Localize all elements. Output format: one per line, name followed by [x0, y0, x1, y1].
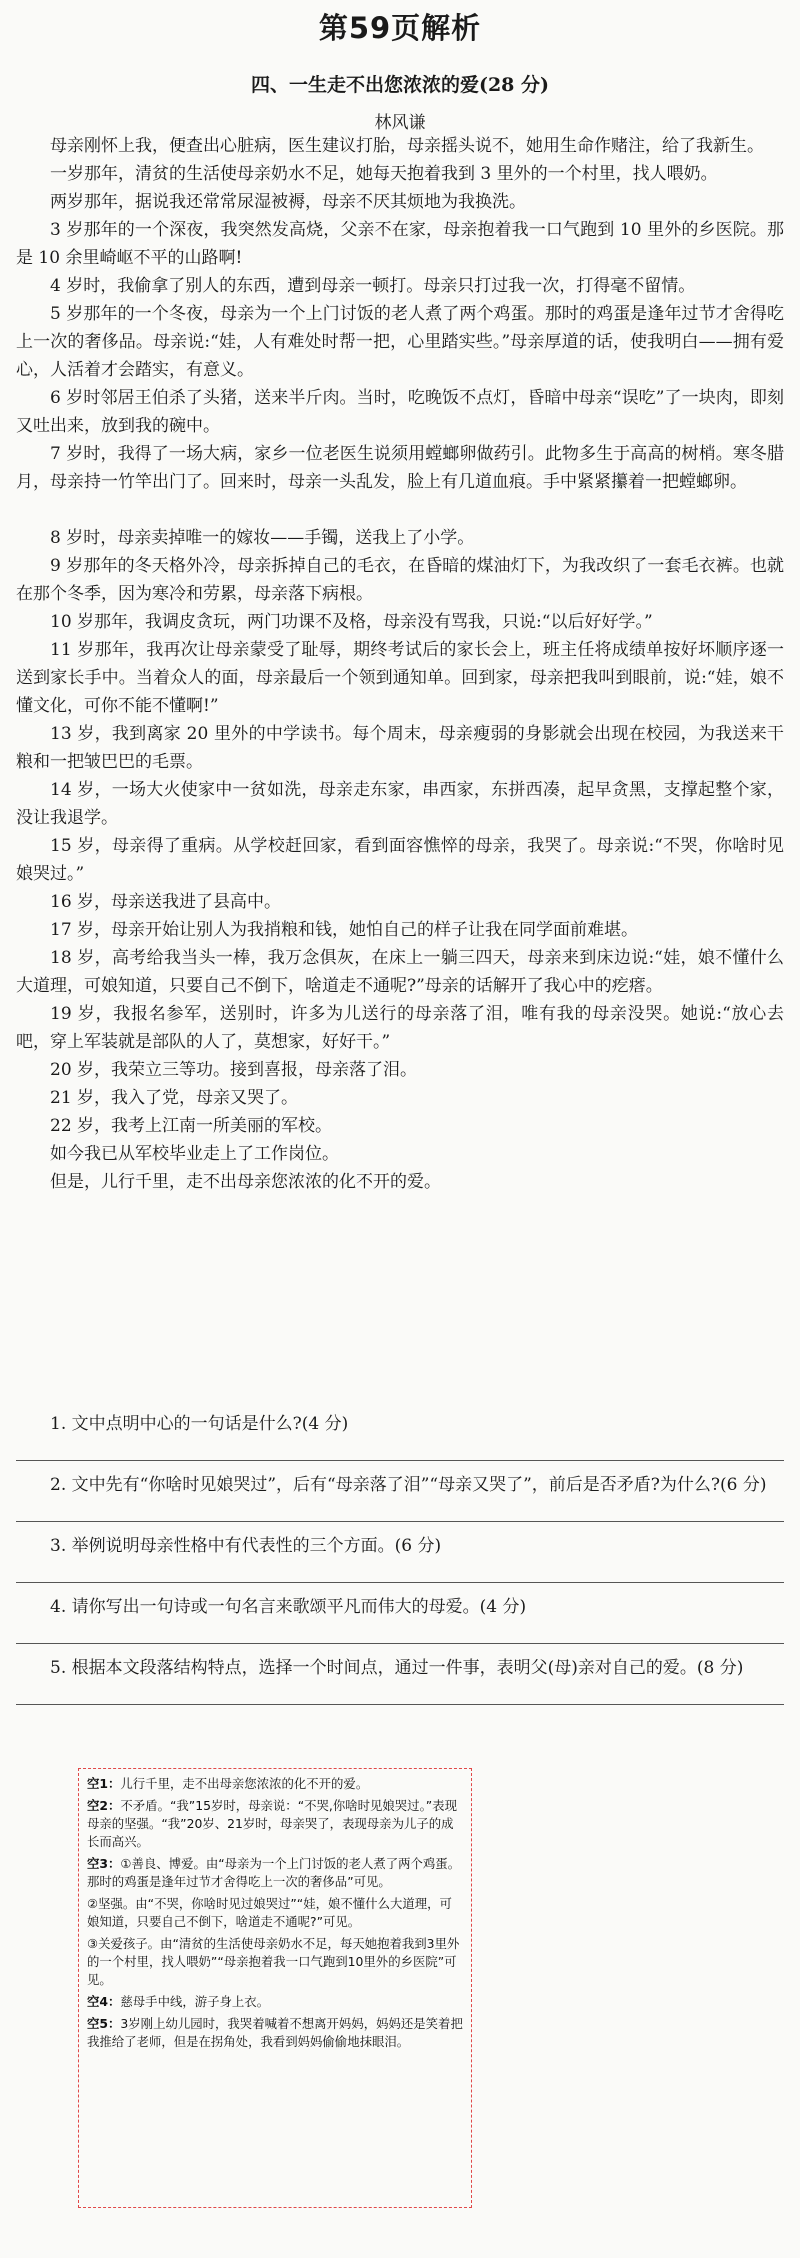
paragraph: 11 岁那年，我再次让母亲蒙受了耻辱，期终考试后的家长会上，班主任将成绩单按好坏顺序逐一送到家长手中。当着众人的面，母亲最后一个领到通知单。回到家，母亲把我叫到眼前，说:“娃，娘不懂文化，可你不能不懂啊!”: [16, 640, 784, 716]
paragraph: 8 岁时，母亲卖掉唯一的嫁妆——手镯，送我上了小学。: [50, 528, 475, 548]
answer-label: 空4：: [87, 1994, 121, 2009]
question: 3. 举例说明母亲性格中有代表性的三个方面。(6 分): [50, 1536, 442, 1556]
answer-label: 空1：: [87, 1776, 121, 1791]
question: 2. 文中先有“你啥时见娘哭过”，后有“母亲落了泪”“母亲又哭了”，前后是否矛盾?为什么?(6 分): [50, 1475, 767, 1495]
paragraph: 母亲刚怀上我，便查出心脏病，医生建议打胎，母亲摇头说不，她用生命作赌注，给了我新生。: [50, 136, 764, 156]
paragraph: 5 岁那年的一个冬夜，母亲为一个上门讨饭的老人煮了两个鸡蛋。那时的鸡蛋是逢年过节才舍得吃上一次的奢侈品。母亲说:“娃，人有难处时帮一把，心里踏实些。”母亲厚道的话，使我明白——拥有爱心，人活着才会踏实，有意义。: [16, 304, 784, 380]
answer-line: [16, 1438, 784, 1461]
paragraph: 但是，儿行千里，走不出母亲您浓浓的化不开的爱。: [50, 1172, 441, 1192]
answer-item: [87, 1895, 463, 1931]
answer-label: 空5：: [87, 2016, 121, 2031]
paragraph: 22 岁，我考上江南一所美丽的军校。: [50, 1116, 333, 1136]
answer-box: [78, 1768, 472, 2208]
paragraph: 3 岁那年的一个深夜，我突然发高烧，父亲不在家，母亲抱着我一口气跑到 10 里外的乡医院。那是 10 余里崎岖不平的山路啊!: [16, 220, 784, 268]
paragraph: 14 岁，一场大火使家中一贫如洗，母亲走东家，串西家，东拼西凑，起早贪黑，支撑起整个家，没让我退学。: [16, 780, 784, 828]
answer-line: [16, 1682, 784, 1705]
answer-text: 3岁刚上幼儿园时，我哭着喊着不想离开妈妈，妈妈还是笑着把我推给了老师，但是在拐角处，我看到妈妈偷偷地抹眼泪。: [87, 2016, 463, 2049]
paragraph: 如今我已从军校毕业走上了工作岗位。: [50, 1144, 339, 1164]
answer-text: ①善良、博爱。由“母亲为一个上门讨饭的老人煮了两个鸡蛋。那时的鸡蛋是逢年过节才舍得吃上一次的奢侈品”可见。: [87, 1856, 461, 1889]
answer-text: ③关爱孩子。由“清贫的生活使母亲奶水不足，每天她抱着我到3里外的一个村里，找人喂奶”“母亲抱着我一口气跑到10里外的乡医院”可见。: [87, 1936, 460, 1987]
question: 1. 文中点明中心的一句话是什么?(4 分): [50, 1414, 349, 1434]
answer-item: [87, 1775, 463, 1793]
paragraph: 9 岁那年的冬天格外冷，母亲拆掉自己的毛衣，在昏暗的煤油灯下，为我改织了一套毛衣裤。也就在那个冬季，因为寒冷和劳累，母亲落下病根。: [16, 556, 784, 604]
question: 5. 根据本文段落结构特点，选择一个时间点，通过一件事，表明父(母)亲对自己的爱。(8 分): [50, 1658, 744, 1678]
paragraph: 19 岁，我报名参军，送别时，许多为儿送行的母亲落了泪，唯有我的母亲没哭。她说:“放心去吧，穿上军装就是部队的人了，莫想家，好好干。”: [16, 1004, 784, 1052]
paragraph: 16 岁，母亲送我进了县高中。: [50, 892, 282, 912]
answer-label: 空3：: [87, 1856, 121, 1871]
paragraph: 7 岁时，我得了一场大病，家乡一位老医生说须用螳螂卵做药引。此物多生于高高的树梢。寒冬腊月，母亲持一竹竿出门了。回来时，母亲一头乱发，脸上有几道血痕。手中紧紧攥着一把螳螂卵。: [16, 444, 784, 492]
page-title: 第59页解析: [318, 11, 482, 45]
answer-label: 空2：: [87, 1798, 121, 1813]
paragraph: 两岁那年，据说我还常常尿湿被褥，母亲不厌其烦地为我换洗。: [50, 192, 526, 212]
answer-text: 不矛盾。“我”15岁时，母亲说：“不哭,你啥时见娘哭过。”表现母亲的坚强。“我”20岁、21岁时，母亲哭了，表现母亲为儿子的成长而高兴。: [87, 1798, 457, 1849]
paragraph: 一岁那年，清贫的生活使母亲奶水不足，她每天抱着我到 3 里外的一个村里，找人喂奶。: [50, 164, 718, 184]
section-title: 四、一生走不出您浓浓的爱(28 分): [250, 74, 550, 96]
answer-item: [87, 1935, 463, 1989]
paragraph: 17 岁，母亲开始让别人为我捎粮和钱，她怕自己的样子让我在同学面前难堪。: [50, 920, 639, 940]
answer-line: [16, 1621, 784, 1644]
answer-line: [16, 1560, 784, 1583]
answer-item: [87, 2015, 463, 2051]
paragraph: 6 岁时邻居王伯杀了头猪，送来半斤肉。当时，吃晚饭不点灯，昏暗中母亲“误吃”了一块肉，即刻又吐出来，放到我的碗中。: [16, 388, 784, 436]
paragraph: 13 岁，我到离家 20 里外的中学读书。每个周末，母亲瘦弱的身影就会出现在校园，为我送来干粮和一把皱巴巴的毛票。: [16, 724, 784, 772]
paragraph: 10 岁那年，我调皮贪玩，两门功课不及格，母亲没有骂我，只说:“以后好好学。”: [50, 612, 653, 632]
paragraph: 20 岁，我荣立三等功。接到喜报，母亲落了泪。: [50, 1060, 418, 1080]
article-body: [16, 132, 784, 1196]
question: 4. 请你写出一句诗或一句名言来歌颂平凡而伟大的母爱。(4 分): [50, 1597, 527, 1617]
paragraph: 21 岁，我入了党，母亲又哭了。: [50, 1088, 299, 1108]
answer-text: 儿行千里，走不出母亲您浓浓的化不开的爱。: [120, 1776, 369, 1791]
author: 林风谦: [374, 113, 426, 133]
paragraph: 4 岁时，我偷拿了别人的东西，遭到母亲一顿打。母亲只打过我一次，打得毫不留情。: [50, 276, 696, 296]
paragraph: 15 岁，母亲得了重病。从学校赶回家，看到面容憔悴的母亲，我哭了。母亲说:“不哭，你啥时见娘哭过。”: [16, 836, 784, 884]
answer-text: 慈母手中线，游子身上衣。: [120, 1994, 270, 2009]
answer-item: [87, 1797, 463, 1851]
question-list: [16, 1410, 784, 1715]
answer-text: ②坚强。由“不哭，你啥时见过娘哭过”“娃，娘不懂什么大道理，可娘知道，只要自己不倒下，啥道走不通呢?”可见。: [87, 1896, 452, 1929]
answer-item: [87, 1855, 463, 1891]
paragraph: 18 岁，高考给我当头一棒，我万念俱灰，在床上一躺三四天，母亲来到床边说:“娃，娘不懂什么大道理，可娘知道，只要自己不倒下，啥道走不通呢?”母亲的话解开了我心中的疙瘩。: [16, 948, 784, 996]
answer-item: [87, 1993, 463, 2011]
answer-line: [16, 1499, 784, 1522]
